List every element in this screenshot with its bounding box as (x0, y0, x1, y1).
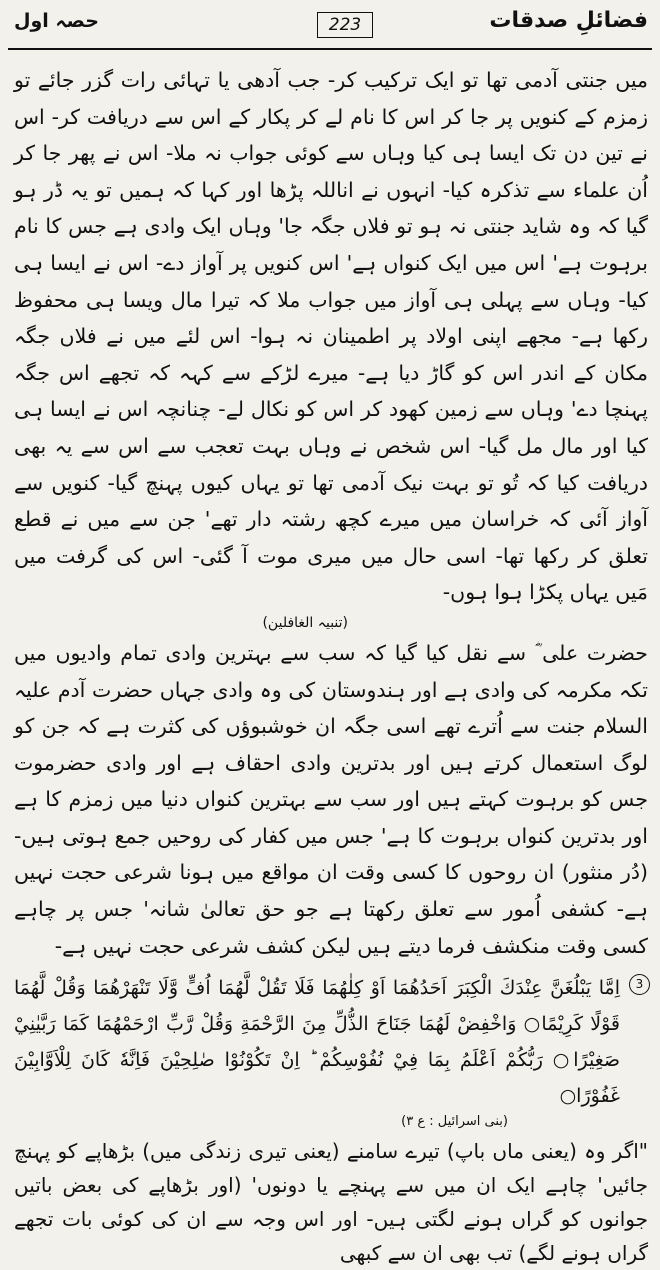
ayah-reference: (بنی اسرائیل : ع ۳) (401, 1114, 508, 1130)
citation-tanbeeh: (تنبیہ الغافلین) (262, 614, 348, 631)
part-label: حصہ اول (14, 10, 99, 32)
paragraph-valleys: حضرت علی ؓ سے نقل کیا گیا کہ سب سے بہترین وادی تمام وادیوں میں تکہ مکرمہ کی وادی ہے اور ہندوستان کی وہ وادی جہاں حضرت آدم علیہ السلام جنت سے اُترے تھے اسی جگہ ان خوشبوؤں کی کثرت ہے کہ جن کو لوگ استعمال کرتے ہیں اور بدترین وادی احقاف ہے اور وادی حضرموت جس کو برہوت کہتے ہیں اور سب سے بہترین کنواں دنیا میں زمزم کا ہے اور بدترین کنواں برہوت کا ہے' جس میں کفار کی روحیں جمع ہوتی ہیں- (دُر منثور) ان روحوں کا کسی وقت ان مواقع میں ہونا شرعی حجت نہیں ہے- کشفی اُمور سے تعلق رکھتا ہے جو حق تعالیٰ شانہ' جس پر چاہے کسی وقت منکشف فرما دیتے ہیں لیکن کشف شرعی حجت نہیں ہے- (14, 640, 648, 958)
ayah-translation: "اگر وہ (یعنی ماں باپ) تیرے سامنے (یعنی تیری زندگی میں) بڑھاپے کو پہنچ جائیں' چاہے ایک ان میں سے پہنچے یا دونوں' (اور بڑھاپے کی بعض باتیں جوانوں کو گراں ہونے لگتی ہیں- اور اس وجہ سے ان کی کوئی بات تجھے گراں ہونے لگے) تب بھی ان سے کبھی (14, 1139, 648, 1266)
page-number: 223 (317, 12, 373, 38)
ayah-arabic-text: اِمَّا يَبْلُغَنَّ عِنْدَكَ الْكِبَرَ اَحَدُهُمَا اَوْ كِلٰهُمَا فَلَا تَقُلْ لَّهُمَا اُفٍّ وَّلَا تَنْهَرْهُمَا وَقُلْ لَّهُمَا قَوْلًا كَرِيْمًا○ وَاخْفِضْ لَهُمَا جَنَاحَ الذُّلِّ مِنَ الرَّحْمَةِ وَقُلْ رَّبِّ ارْحَمْهُمَا كَمَا رَبَّيٰنِيْ صَغِيْرًا○ رَبُّكُمْ اَعْلَمُ بِمَا فِيْ نُفُوْسِكُمْ ؕ اِنْ تَكُوْنُوْا صٰلِحِيْنَ فَاِنَّهٗ كَانَ لِلْاَوَّابِيْنَ غَفُوْرًا○ (14, 977, 620, 1108)
paragraph-well-story: میں جنتی آدمی تھا تو ایک ترکیب کر- جب آدھی یا تہائی رات گزر جائے تو زمزم کے کنویں پر جا کر اس کا نام لے کر پکار کے اس سے دریافت کر- اس نے تین دن تک ایسا ہی کیا وہاں سے کوئی جواب نہ ملا- اس نے پھر جا کر اُن علماء سے تذکرہ کیا- انہوں نے اناللہ پڑھا اور کہا کہ ہمیں تو یہ ڈر ہو گیا کہ وہ شاید جنتی نہ ہو تو فلاں جگہ جا' وہاں ایک وادی ہے جس کا نام برہوت ہے' اس میں ایک کنواں ہے' اس کنویں پر آواز دے- اس نے ایسا ہی کیا- وہاں سے پہلی ہی آواز میں جواب ملا کہ تیرا مال ویسا ہی محفوظ رکھا ہے- مجھے اپنی اولاد پر اطمینان نہ ہوا- اس لئے میں نے فلاں جگہ مکان کے اندر اس کو گاڑ دیا ہے- میرے لڑکے سے کہہ کہ تجھے اس جگہ پہنچا دے' وہاں سے زمین کھود کر اس کو نکال لے- چنانچہ اس نے ایسا ہی کیا اور مال مل گیا- اس شخص نے وہاں بہت تعجب سے اس سے یہ بھی دریافت کیا کہ تُو تو بہت نیک آدمی تھا تو یہاں کیوں پہنچ گیا- کنویں سے آواز آئی کہ خراسان میں میرے کچھ رشتہ دار تھے' جن سے میں نے قطع تعلق کر رکھا تھا- اسی حال میں میری موت آ گئی- اس کی گرفت میں مَیں یہاں پکڑا ہوا ہوں- (14, 68, 648, 605)
page-header (8, 6, 652, 52)
ayah-number-circle: 3 (629, 974, 650, 995)
book-title: فضائلِ صدقات (489, 8, 648, 33)
header-rule (8, 48, 652, 50)
page-body (14, 62, 648, 1270)
ayah-block (14, 970, 648, 1270)
